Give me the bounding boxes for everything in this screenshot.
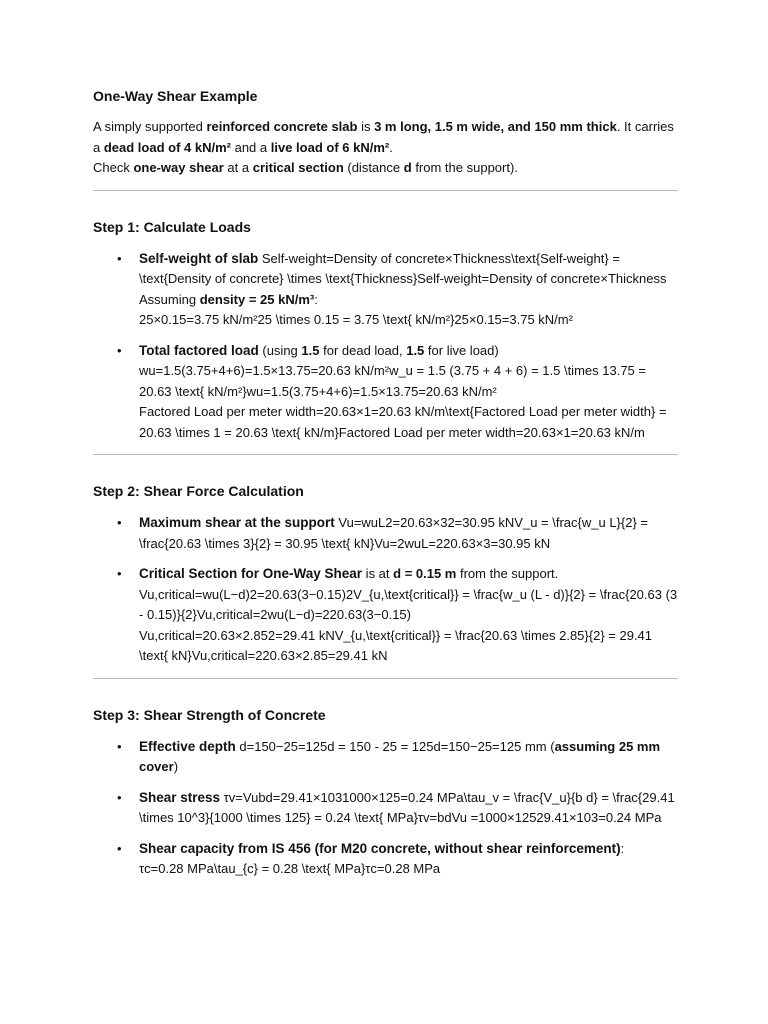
item-bold: d = 0.15 m xyxy=(393,566,457,581)
bullet-icon: • xyxy=(117,342,122,358)
item-equation: Factored Load per meter width=20.63×1=20.63 kN/m\text{Factored Load per meter width} = 20.63 \times 1 = 20.63 \text{ kN/m}Factored Load per meter width=20.63×1=20.63 kN/m xyxy=(139,404,667,440)
item-text: : xyxy=(314,291,318,307)
step-1-list xyxy=(93,249,678,444)
item-lead: Shear stress xyxy=(139,789,221,805)
intro-bold: reinforced concrete slab xyxy=(206,119,358,134)
item-equation: Vu,critical=wu(L−d)2=20.63(3−0.15)2V_{u,\text{critical}} = \frac{w_u (L - d)}{2} = \frac{20.63 (3 - 0.15)}{2}Vu,critical=2wu(L−d)=220.63(3−0.15) xyxy=(139,586,678,622)
item-text: Self-weight=Density of concrete×Thickness\text{Self-weight} = \text{Density of concrete} \times \text{Thickness}Self-weight=Density of concrete×Thickness Assuming xyxy=(139,250,667,307)
intro-bold: one-way shear xyxy=(133,160,224,175)
item-text: d=150−25=125d = 150 - 25 = 125d=150−25=125 mm ( xyxy=(235,738,555,754)
step-3-title: Step 3: Shear Strength of Concrete xyxy=(93,706,326,723)
item-equation: Vu,critical=20.63×2.852=29.41 kNV_{u,\text{critical}} = \frac{20.63 \times 2.85}{2} = 29.41 \text{ kN}Vu,critical=220.63×2.85=29.41 kN xyxy=(139,627,653,663)
item-lead: Self-weight of slab xyxy=(139,250,259,266)
section-divider xyxy=(93,678,678,679)
intro-text: at a xyxy=(223,160,253,175)
item-text: for dead load, xyxy=(319,342,407,358)
step-1-title: Step 1: Calculate Loads xyxy=(93,218,251,235)
item-text: : xyxy=(620,840,625,856)
intro-text: Check xyxy=(93,160,134,175)
intro-bold: live load of 6 kN/m² xyxy=(270,139,390,155)
section-divider xyxy=(93,190,678,191)
intro-text: (distance xyxy=(343,160,404,175)
item-equation: τc=0.28 MPa\tau_{c} = 0.28 \text{ MPa}τc=0.28 MPa xyxy=(139,861,441,876)
list-item-effective-depth xyxy=(93,737,678,778)
intro-bold: d xyxy=(403,160,412,175)
document-body xyxy=(93,86,678,890)
intro-text: . It carries a xyxy=(93,119,674,155)
intro-bold: 3 m long, 1.5 m wide, and 150 mm thick xyxy=(374,119,617,134)
item-bold: assuming 25 mm cover xyxy=(139,738,661,774)
bullet-icon: • xyxy=(117,738,122,754)
bullet-icon: • xyxy=(117,515,122,530)
item-lead: Critical Section for One-Way Shear xyxy=(139,566,363,581)
intro-text: from the support). xyxy=(411,160,518,175)
item-bold: density = 25 kN/m³ xyxy=(199,291,315,307)
item-equation: 25×0.15=3.75 kN/m²25 \times 0.15 = 3.75 \text{ kN/m²}25×0.15=3.75 kN/m² xyxy=(139,312,573,327)
item-lead: Shear capacity from IS 456 (for M20 concrete, without shear reinforcement) xyxy=(139,840,621,856)
intro-text: and a xyxy=(230,139,271,155)
document-title: One-Way Shear Example xyxy=(93,88,258,104)
intro-text: . xyxy=(389,139,393,155)
item-text: for live load) xyxy=(424,342,499,358)
item-text: from the support. xyxy=(456,566,559,581)
item-lead: Maximum shear at the support xyxy=(139,515,335,530)
intro-text: A simply supported xyxy=(93,119,207,134)
list-item-max-shear xyxy=(93,513,678,554)
intro-text: is xyxy=(357,119,375,134)
bullet-icon: • xyxy=(117,566,122,581)
bullet-icon: • xyxy=(117,250,122,266)
list-item-factored-load xyxy=(93,341,678,444)
intro-bold: critical section xyxy=(252,160,344,175)
item-bold: 1.5 xyxy=(406,342,425,358)
item-text: is at xyxy=(362,566,394,581)
bullet-icon: • xyxy=(117,840,122,856)
item-equation: τv=Vubd=29.41×1031000×125=0.24 MPa\tau_v = \frac{V_u}{b d} = \frac{29.41 \times 10^3}{1000 \times 125} = 0.24 \text{ MPa}τv=bdVu =1000×12529.41×103=0.24 MPa xyxy=(139,789,675,825)
item-equation: Vu=wuL2=20.63×32=30.95 kNV_u = \frac{w_u L}{2} = \frac{20.63 \times 3}{2} = 30.95 \text{ kN}Vu=2wuL=220.63×3=30.95 kN xyxy=(139,515,649,551)
step-2-title: Step 2: Shear Force Calculation xyxy=(93,483,304,499)
bullet-icon: • xyxy=(117,789,122,805)
step-2-list xyxy=(93,513,678,667)
list-item-critical-section xyxy=(93,564,678,667)
intro-paragraph xyxy=(93,117,678,179)
intro-bold: dead load of 4 kN/m² xyxy=(103,139,231,155)
list-item-self-weight xyxy=(93,249,678,331)
item-text: (using xyxy=(258,342,302,358)
item-lead: Effective depth xyxy=(139,738,236,754)
item-equation: wu=1.5(3.75+4+6)=1.5×13.75=20.63 kN/m²w_u = 1.5 (3.75 + 4 + 6) = 1.5 \times 13.75 = 20.63 \text{ kN/m²}wu=1.5(3.75+4+6)=1.5×13.75=20.63 kN/m² xyxy=(139,363,646,399)
section-divider xyxy=(93,454,678,455)
item-text: ) xyxy=(173,759,179,774)
list-item-shear-capacity xyxy=(93,839,678,880)
item-lead: Total factored load xyxy=(139,342,259,358)
list-item-shear-stress xyxy=(93,788,678,829)
step-3-list xyxy=(93,737,678,880)
item-bold: 1.5 xyxy=(301,342,320,358)
